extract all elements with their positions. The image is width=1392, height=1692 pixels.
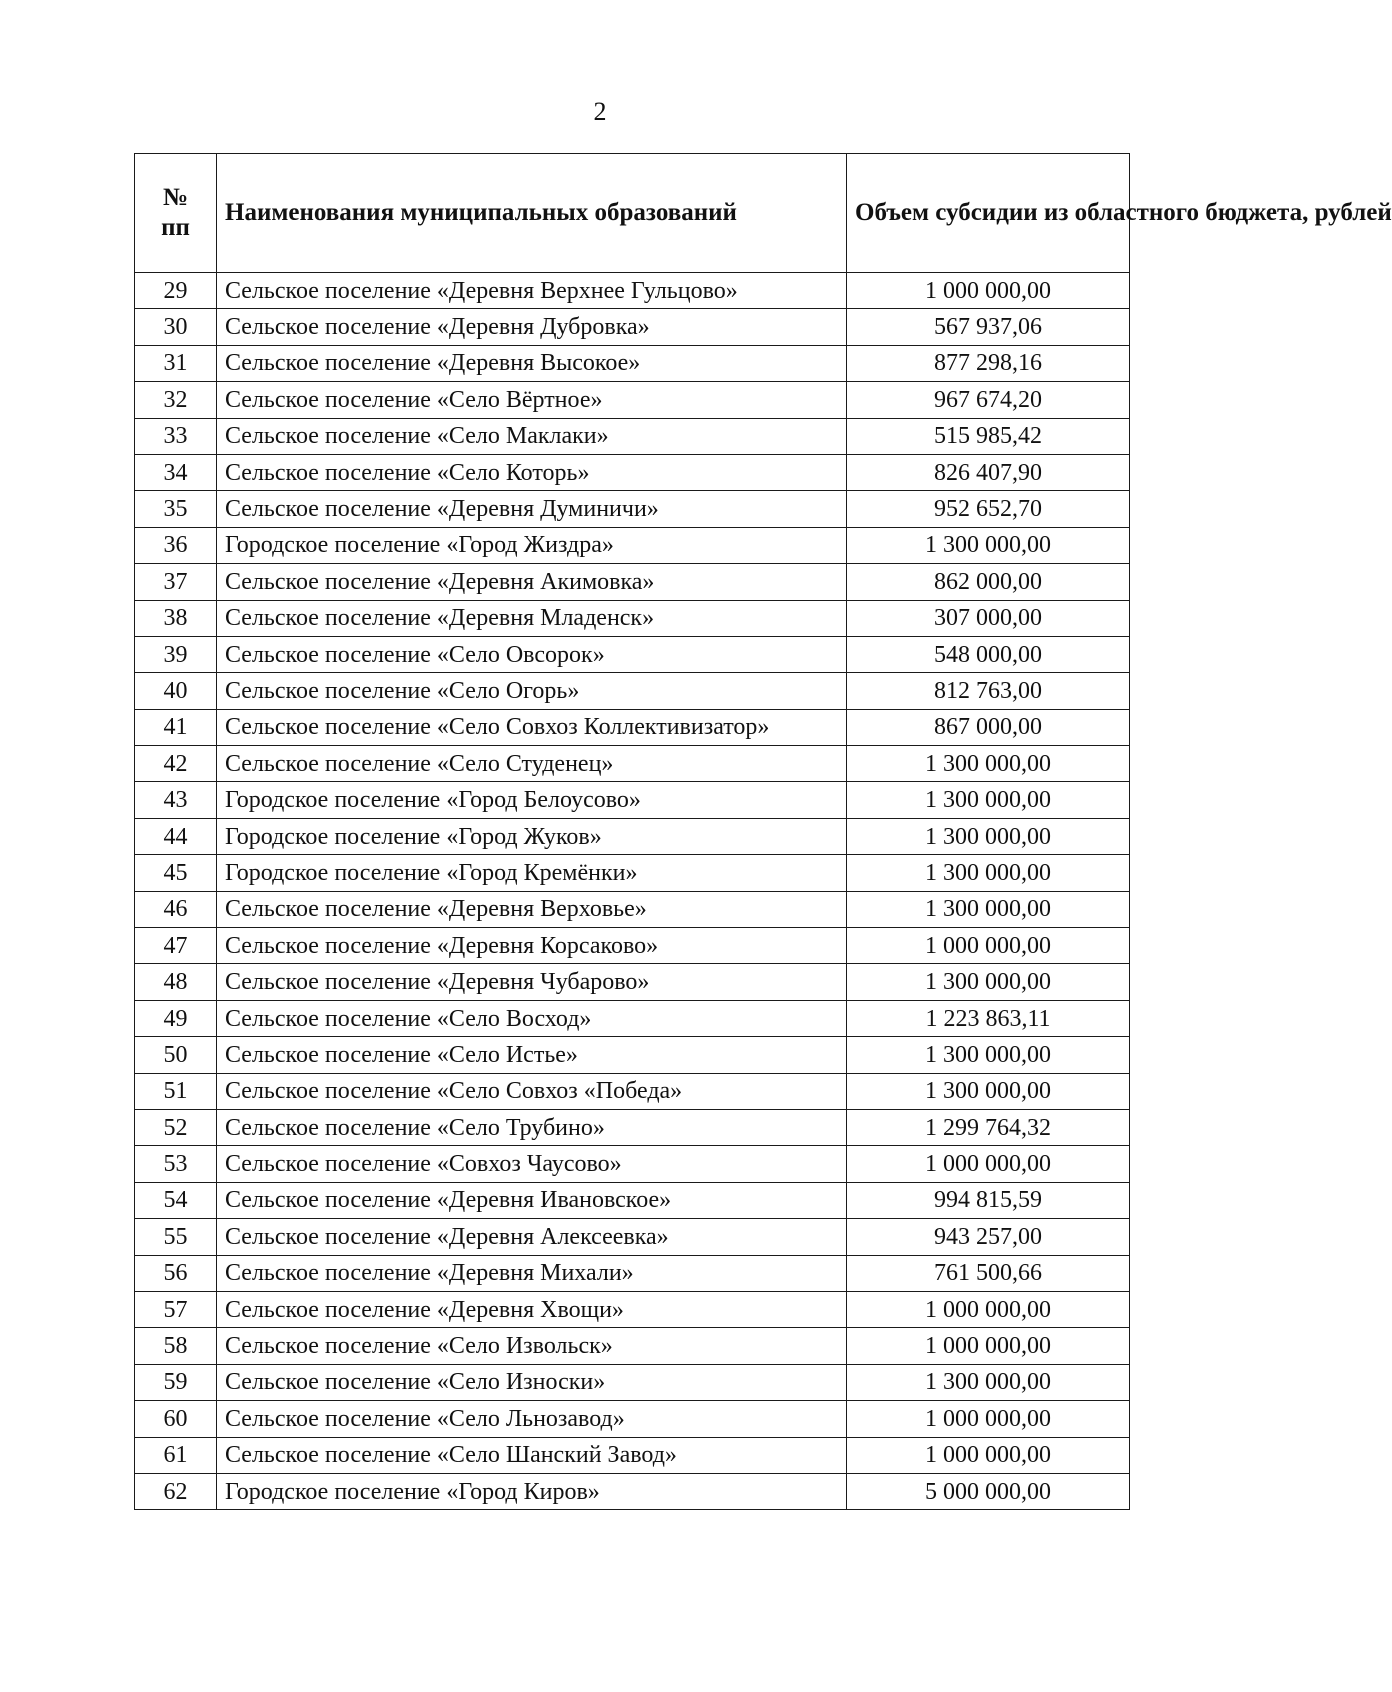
table-row: [135, 928, 1130, 964]
row-name: Сельское поселение «Село Извольск»: [217, 1328, 847, 1364]
row-name: Сельское поселение «Деревня Корсаково»: [217, 928, 847, 964]
row-number: 40: [135, 673, 217, 709]
table-row: [135, 1182, 1130, 1218]
table-row: [135, 636, 1130, 672]
row-amount: 1 300 000,00: [847, 527, 1130, 563]
row-amount: 994 815,59: [847, 1182, 1130, 1218]
row-amount: 567 937,06: [847, 309, 1130, 345]
row-name: Сельское поселение «Село Восход»: [217, 1000, 847, 1036]
page-number: 2: [593, 97, 607, 126]
row-amount: 1 000 000,00: [847, 1437, 1130, 1473]
table-row: [135, 309, 1130, 345]
header-number-line1: №: [162, 184, 189, 211]
row-name: Городское поселение «Город Белоусово»: [217, 782, 847, 818]
row-name: Сельское поселение «Село Шанский Завод»: [217, 1437, 847, 1473]
header-row: [135, 154, 1130, 273]
row-number: 45: [135, 855, 217, 891]
row-number: 43: [135, 782, 217, 818]
table-row: [135, 345, 1130, 381]
table-row: [135, 673, 1130, 709]
row-amount: 943 257,00: [847, 1219, 1130, 1255]
table-header: [135, 154, 1392, 273]
row-amount: 1 000 000,00: [847, 1328, 1130, 1364]
row-amount: 1 300 000,00: [847, 855, 1130, 891]
table-row: [135, 564, 1130, 600]
row-name: Сельское поселение «Село Которь»: [217, 454, 847, 490]
row-number: 30: [135, 309, 217, 345]
table-row: [135, 1000, 1130, 1036]
row-name: Сельское поселение «Деревня Алексеевка»: [217, 1219, 847, 1255]
row-amount: 967 674,20: [847, 382, 1130, 418]
table-row: [135, 600, 1130, 636]
row-name: Сельское поселение «Село Совхоз Коллективизатор»: [217, 709, 847, 745]
row-number: 53: [135, 1146, 217, 1182]
row-number: 62: [135, 1473, 217, 1509]
row-number: 58: [135, 1328, 217, 1364]
table-row: [135, 1328, 1130, 1364]
row-amount: 1 223 863,11: [847, 1000, 1130, 1036]
row-amount: 1 000 000,00: [847, 1291, 1130, 1327]
table-row: [135, 709, 1130, 745]
subsidy-table: [134, 153, 1392, 1510]
table-row: [135, 1037, 1130, 1073]
table-row: [135, 964, 1130, 1000]
row-number: 50: [135, 1037, 217, 1073]
row-name: Городское поселение «Город Киров»: [217, 1473, 847, 1509]
row-amount: 1 000 000,00: [847, 1401, 1130, 1437]
row-name: Сельское поселение «Деревня Хвощи»: [217, 1291, 847, 1327]
table-row: [135, 1364, 1130, 1400]
table-row: [135, 746, 1130, 782]
header-name: Наименования муниципальных образований: [217, 154, 847, 273]
row-name: Сельское поселение «Село Вёртное»: [217, 382, 847, 418]
row-number: 34: [135, 454, 217, 490]
row-name: Сельское поселение «Деревня Высокое»: [217, 345, 847, 381]
table-row: [135, 454, 1130, 490]
row-number: 39: [135, 636, 217, 672]
row-name: Городское поселение «Город Жиздра»: [217, 527, 847, 563]
table-row: [135, 527, 1130, 563]
row-amount: 548 000,00: [847, 636, 1130, 672]
row-number: 61: [135, 1437, 217, 1473]
row-number: 36: [135, 527, 217, 563]
row-amount: 826 407,90: [847, 454, 1130, 490]
table-row: [135, 818, 1130, 854]
row-name: Сельское поселение «Село Огорь»: [217, 673, 847, 709]
table-row: [135, 1219, 1130, 1255]
table-row: [135, 891, 1130, 927]
table-row: [135, 1401, 1130, 1437]
row-amount: 1 300 000,00: [847, 746, 1130, 782]
table-row: [135, 491, 1130, 527]
row-number: 49: [135, 1000, 217, 1036]
row-number: 35: [135, 491, 217, 527]
row-number: 52: [135, 1109, 217, 1145]
table-row: [135, 382, 1130, 418]
row-number: 57: [135, 1291, 217, 1327]
table-row: [135, 1146, 1130, 1182]
header-amount: Объем субсидии из областного бюджета, рублей: [847, 154, 1130, 273]
row-amount: 1 299 764,32: [847, 1109, 1130, 1145]
row-name: Сельское поселение «Село Износки»: [217, 1364, 847, 1400]
row-name: Сельское поселение «Деревня Ивановское»: [217, 1182, 847, 1218]
row-number: 59: [135, 1364, 217, 1400]
row-amount: 1 300 000,00: [847, 1364, 1130, 1400]
row-name: Сельское поселение «Село Трубино»: [217, 1109, 847, 1145]
table-row: [135, 1437, 1130, 1473]
row-name: Сельское поселение «Деревня Акимовка»: [217, 564, 847, 600]
row-name: Сельское поселение «Село Маклаки»: [217, 418, 847, 454]
row-number: 42: [135, 746, 217, 782]
table-row: [135, 855, 1130, 891]
row-amount: 1 300 000,00: [847, 782, 1130, 818]
row-number: 44: [135, 818, 217, 854]
table-body: [135, 273, 1130, 1510]
row-number: 46: [135, 891, 217, 927]
row-name: Сельское поселение «Деревня Верхнее Гульцово»: [217, 273, 847, 309]
row-name: Сельское поселение «Деревня Верховье»: [217, 891, 847, 927]
row-amount: 1 000 000,00: [847, 273, 1130, 309]
row-number: 60: [135, 1401, 217, 1437]
row-number: 55: [135, 1219, 217, 1255]
row-amount: 1 300 000,00: [847, 1073, 1130, 1109]
row-name: Сельское поселение «Село Истье»: [217, 1037, 847, 1073]
row-name: Сельское поселение «Деревня Младенск»: [217, 600, 847, 636]
row-name: Городское поселение «Город Кремёнки»: [217, 855, 847, 891]
row-amount: 877 298,16: [847, 345, 1130, 381]
row-number: 56: [135, 1255, 217, 1291]
row-number: 47: [135, 928, 217, 964]
row-number: 51: [135, 1073, 217, 1109]
row-number: 32: [135, 382, 217, 418]
row-name: Сельское поселение «Деревня Михали»: [217, 1255, 847, 1291]
row-amount: 867 000,00: [847, 709, 1130, 745]
row-amount: 1 300 000,00: [847, 818, 1130, 854]
row-number: 29: [135, 273, 217, 309]
row-amount: 1 300 000,00: [847, 964, 1130, 1000]
row-number: 48: [135, 964, 217, 1000]
table-row: [135, 782, 1130, 818]
table-row: [135, 418, 1130, 454]
row-amount: 1 300 000,00: [847, 891, 1130, 927]
row-amount: 1 300 000,00: [847, 1037, 1130, 1073]
row-number: 41: [135, 709, 217, 745]
table-row: [135, 1291, 1130, 1327]
row-number: 31: [135, 345, 217, 381]
row-amount: 862 000,00: [847, 564, 1130, 600]
row-number: 33: [135, 418, 217, 454]
row-amount: 307 000,00: [847, 600, 1130, 636]
row-amount: 761 500,66: [847, 1255, 1130, 1291]
row-amount: 5 000 000,00: [847, 1473, 1130, 1509]
row-name: Сельское поселение «Деревня Дубровка»: [217, 309, 847, 345]
row-name: Городское поселение «Город Жуков»: [217, 818, 847, 854]
row-amount: 1 000 000,00: [847, 1146, 1130, 1182]
row-name: Сельское поселение «Село Овсорок»: [217, 636, 847, 672]
row-amount: 1 000 000,00: [847, 928, 1130, 964]
row-number: 54: [135, 1182, 217, 1218]
table-row: [135, 1073, 1130, 1109]
table-row: [135, 1473, 1130, 1509]
row-name: Сельское поселение «Деревня Чубарово»: [217, 964, 847, 1000]
header-number: [135, 154, 217, 273]
row-name: Сельское поселение «Село Студенец»: [217, 746, 847, 782]
row-name: Сельское поселение «Село Льнозавод»: [217, 1401, 847, 1437]
row-name: Сельское поселение «Село Совхоз «Победа»: [217, 1073, 847, 1109]
row-name: Сельское поселение «Деревня Думиничи»: [217, 491, 847, 527]
row-number: 37: [135, 564, 217, 600]
row-amount: 952 652,70: [847, 491, 1130, 527]
row-amount: 515 985,42: [847, 418, 1130, 454]
row-amount: 812 763,00: [847, 673, 1130, 709]
row-number: 38: [135, 600, 217, 636]
header-number-line2: пп: [161, 214, 190, 241]
table-row: [135, 1255, 1130, 1291]
table-row: [135, 273, 1130, 309]
row-name: Сельское поселение «Совхоз Чаусово»: [217, 1146, 847, 1182]
table-row: [135, 1109, 1130, 1145]
